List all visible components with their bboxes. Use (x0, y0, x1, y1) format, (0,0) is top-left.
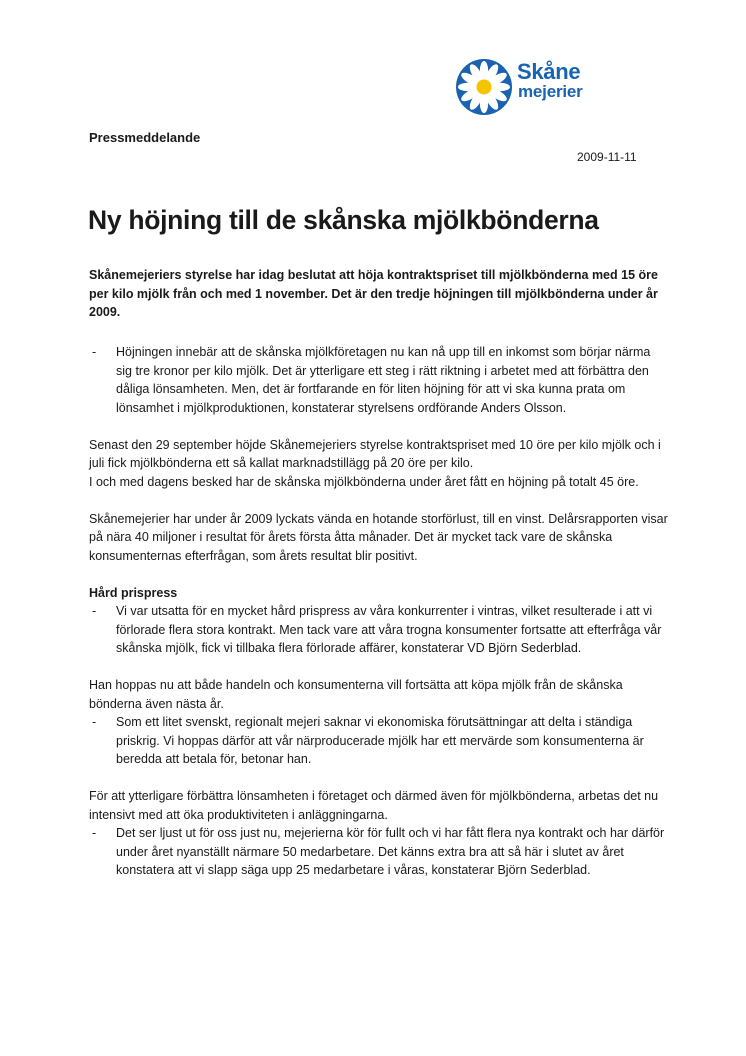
quote-dash: - (92, 345, 97, 359)
subheading: Hård prispress (89, 585, 178, 600)
quote-paragraph-1 (89, 343, 669, 417)
daisy-icon (455, 58, 513, 116)
logo-word-mejerier: mejerier (518, 82, 583, 101)
paragraph-4: Han hoppas nu att både handeln och konsumenterna vill fortsätta att köpa mjölk från de skånska bönderna även nästa år. (89, 678, 623, 711)
document-date: 2009-11-11 (577, 150, 637, 164)
quote-text-1: Höjningen innebär att de skånska mjölkföretagen nu kan nå upp till en inkomst som börjar närma sig tre kronor per kilo mjölk. Det är ytterligare ett steg i rätt riktning i arbetet med att förbättra den dåliga lönsamheten. Men, det är fortfarande en för liten höjning för att vi ska kunna prata om lönsamhet i mjölkproduktionen, konstaterar styrelsens ordförande Anders Olsson. (116, 345, 651, 415)
article-body (89, 343, 669, 880)
lead-paragraph: Skånemejeriers styrelse har idag beslutat att höja kontraktspriset till mjölkbönderna med 15 öre per kilo mjölk från och med 1 november. Det är den tredje höjningen till mjölkbönderna under år 2009. (89, 268, 658, 319)
quote-paragraph-4 (89, 824, 669, 880)
logo-word-skane: Skåne (517, 59, 581, 84)
quote-dash: - (92, 826, 97, 840)
quote-text-2: Vi var utsatta för en mycket hård prispress av våra konkurrenter i vintras, vilket resulterade i att vi förlorade flera stora kontrakt. Men tack vare att våra trogna konsumenter fortsatte att efterfråga vår skånska mjölk, fick vi tillbaka flera förlorade affärer, konstaterar VD Björn Sederblad. (116, 604, 662, 655)
logo-wordmark (517, 59, 583, 102)
quote-paragraph-3 (89, 713, 669, 769)
quote-dash: - (92, 604, 97, 618)
quote-dash: - (92, 715, 97, 729)
paragraph-1: Senast den 29 september höjde Skånemejeriers styrelse kontraktspriset med 10 öre per kilo mjölk och i juli fick mjölkbönderna ett så kallat marknadstillägg på 20 öre per kilo. (89, 437, 661, 470)
paragraph-5: För att ytterligare förbättra lönsamheten i företaget och därmed även för mjölkbönderna, arbetas det nu intensivt med att öka produktiviteten i anläggningarna. (89, 789, 659, 822)
quote-text-4: Det ser ljust ut för oss just nu, mejerierna kör för fullt och vi har fått flera nya kontrakt och har därför under året nyanställt närmare 50 medarbetare. Det känns extra bra att så här i slutet av året konstatera att vi slapp säga upp 25 medarbetare i våras, konstaterar Björn Sederblad. (116, 826, 665, 877)
page-title: Ny höjning till de skånska mjölkbönderna (88, 205, 599, 235)
paragraph-3: Skånemejerier har under år 2009 lyckats vända en hotande storförlust, till en vinst. Delårsrapporten visar på nära 40 miljoner i resultat för årets första åtta månader. Det är mycket tack vare de skånska konsumenternas efterfrågan, som årets resultat blir positivt. (89, 511, 668, 563)
document-type-label: Pressmeddelande (89, 130, 201, 145)
skanemejerier-logo (455, 58, 595, 118)
paragraph-2: I och med dagens besked har de skånska mjölkbönderna under året fått en höjning på totalt 45 öre. (89, 474, 639, 489)
quote-paragraph-2 (89, 602, 669, 658)
quote-text-3: Som ett litet svenskt, regionalt mejeri saknar vi ekonomiska förutsättningar att delta i ständiga priskrig. Vi hoppas därför att vår närproducerade mjölk har ett mervärde som konsumenterna är beredda att betala för, betonar han. (116, 715, 644, 766)
